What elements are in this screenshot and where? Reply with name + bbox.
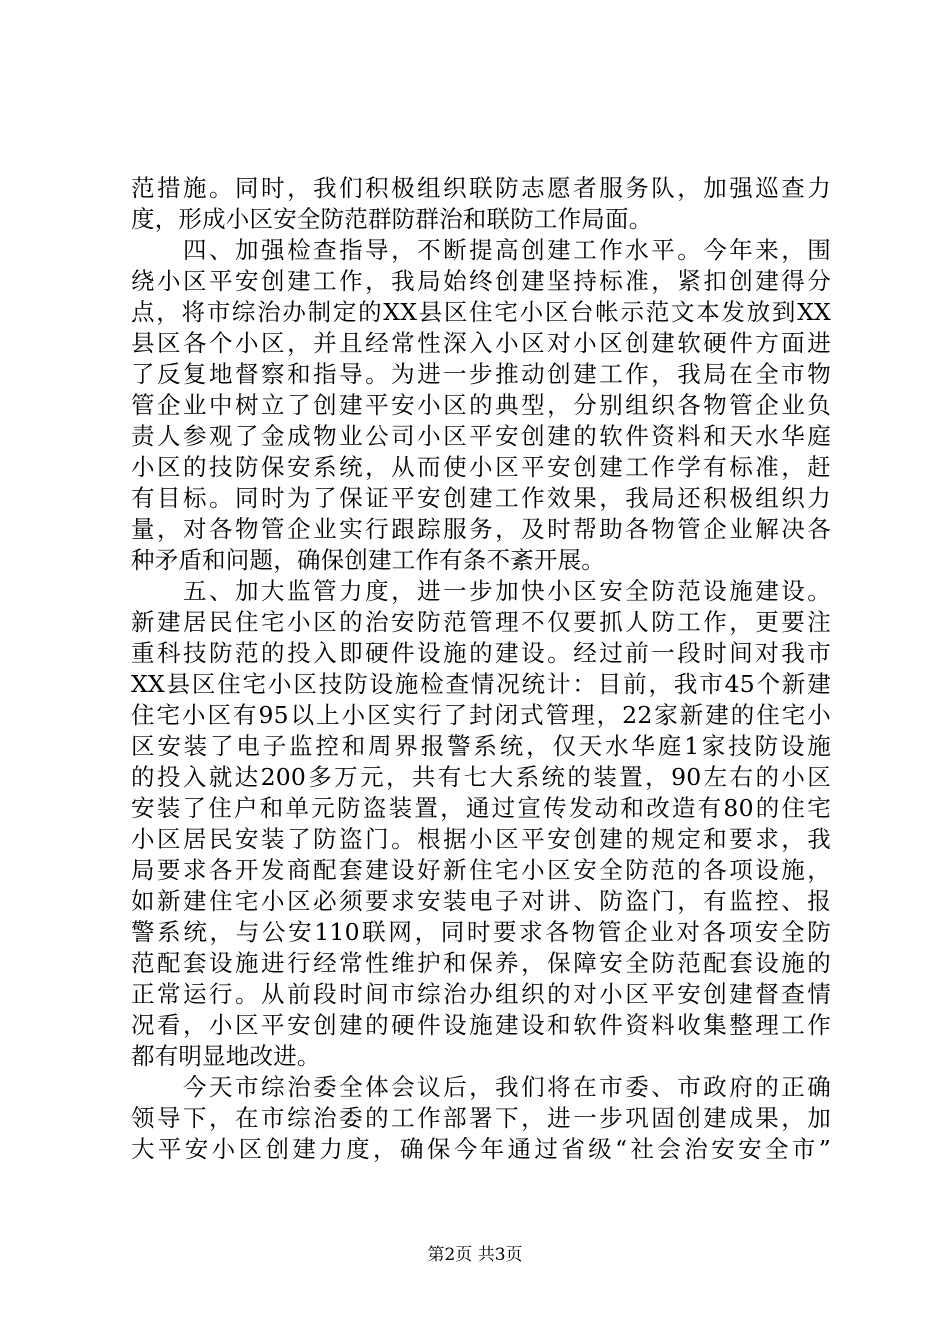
text-line: 新建居民住宅小区的治安防范管理不仅要抓人防工作，更要注 bbox=[131, 608, 831, 636]
text-line: XX县区住宅小区技防设施检查情况统计：目前，我市45个新建 bbox=[131, 670, 831, 698]
text-line: 了反复地督察和指导。为进一步推动创建工作，我局在全市物 bbox=[131, 360, 831, 388]
text-line: 安装了住户和单元防盗装置，通过宣传发动和改造有80的住宅 bbox=[131, 794, 831, 822]
text-line: 今天市综治委全体会议后，我们将在市委、市政府的正确 bbox=[131, 1073, 831, 1101]
text-line: 绕小区平安创建工作，我局始终创建坚持标准，紧扣创建得分 bbox=[131, 267, 831, 295]
text-line: 如新建住宅小区必须要求安装电子对讲、防盗门，有监控、报 bbox=[131, 887, 831, 915]
text-line: 五、加大监管力度，进一步加快小区安全防范设施建设。 bbox=[131, 577, 831, 605]
text-line: 种矛盾和问题，确保创建工作有条不紊开展。 bbox=[131, 546, 605, 574]
text-line: 都有明显地改进。 bbox=[131, 1042, 321, 1070]
text-line: 大平安小区创建力度，确保今年通过省级“社会治安安全市” bbox=[131, 1135, 831, 1163]
text-line: 况看，小区平安创建的硬件设施建设和软件资料收集整理工作 bbox=[131, 1011, 831, 1039]
text-line: 县区各个小区，并且经常性深入小区对小区创建软硬件方面进 bbox=[131, 329, 831, 357]
text-line: 范措施。同时，我们积极组织联防志愿者服务队，加强巡查力 bbox=[131, 174, 831, 202]
text-line: 范配套设施进行经常性维护和保养，保障安全防范配套设施的 bbox=[131, 949, 831, 977]
text-line: 重科技防范的投入即硬件设施的建设。经过前一段时间对我市 bbox=[131, 639, 831, 667]
text-line: 点，将市综治办制定的XX县区住宅小区台帐示范文本发放到XX bbox=[131, 298, 831, 326]
text-line: 领导下，在市综治委的工作部署下，进一步巩固创建成果，加 bbox=[131, 1104, 831, 1132]
text-line: 责人参观了金成物业公司小区平安创建的软件资料和天水华庭 bbox=[131, 422, 831, 450]
text-line: 区安装了电子监控和周界报警系统，仅天水华庭1家技防设施 bbox=[131, 732, 831, 760]
text-line: 的投入就达200多万元，共有七大系统的装置，90左右的小区 bbox=[131, 763, 831, 791]
text-line: 警系统，与公安110联网，同时要求各物管企业对各项安全防 bbox=[131, 918, 831, 946]
page-footer: 第2页 共3页 bbox=[427, 1245, 523, 1265]
text-line: 小区的技防保安系统，从而使小区平安创建工作学有标准，赶 bbox=[131, 453, 831, 481]
document-body bbox=[131, 173, 831, 1165]
text-line: 正常运行。从前段时间市综治办组织的对小区平安创建督查情 bbox=[131, 980, 831, 1008]
text-line: 小区居民安装了防盗门。根据小区平安创建的规定和要求，我 bbox=[131, 825, 831, 853]
text-line: 量，对各物管企业实行跟踪服务，及时帮助各物管企业解决各 bbox=[131, 515, 831, 543]
text-line: 四、加强检查指导，不断提高创建工作水平。今年来，围 bbox=[131, 236, 831, 264]
text-line: 住宅小区有95以上小区实行了封闭式管理，22家新建的住宅小 bbox=[131, 701, 831, 729]
text-line: 局要求各开发商配套建设好新住宅小区安全防范的各项设施， bbox=[131, 856, 831, 884]
text-line: 有目标。同时为了保证平安创建工作效果，我局还积极组织力 bbox=[131, 484, 831, 512]
text-line: 管企业中树立了创建平安小区的典型，分别组织各物管企业负 bbox=[131, 391, 831, 419]
text-line: 度，形成小区安全防范群防群治和联防工作局面。 bbox=[131, 205, 653, 233]
